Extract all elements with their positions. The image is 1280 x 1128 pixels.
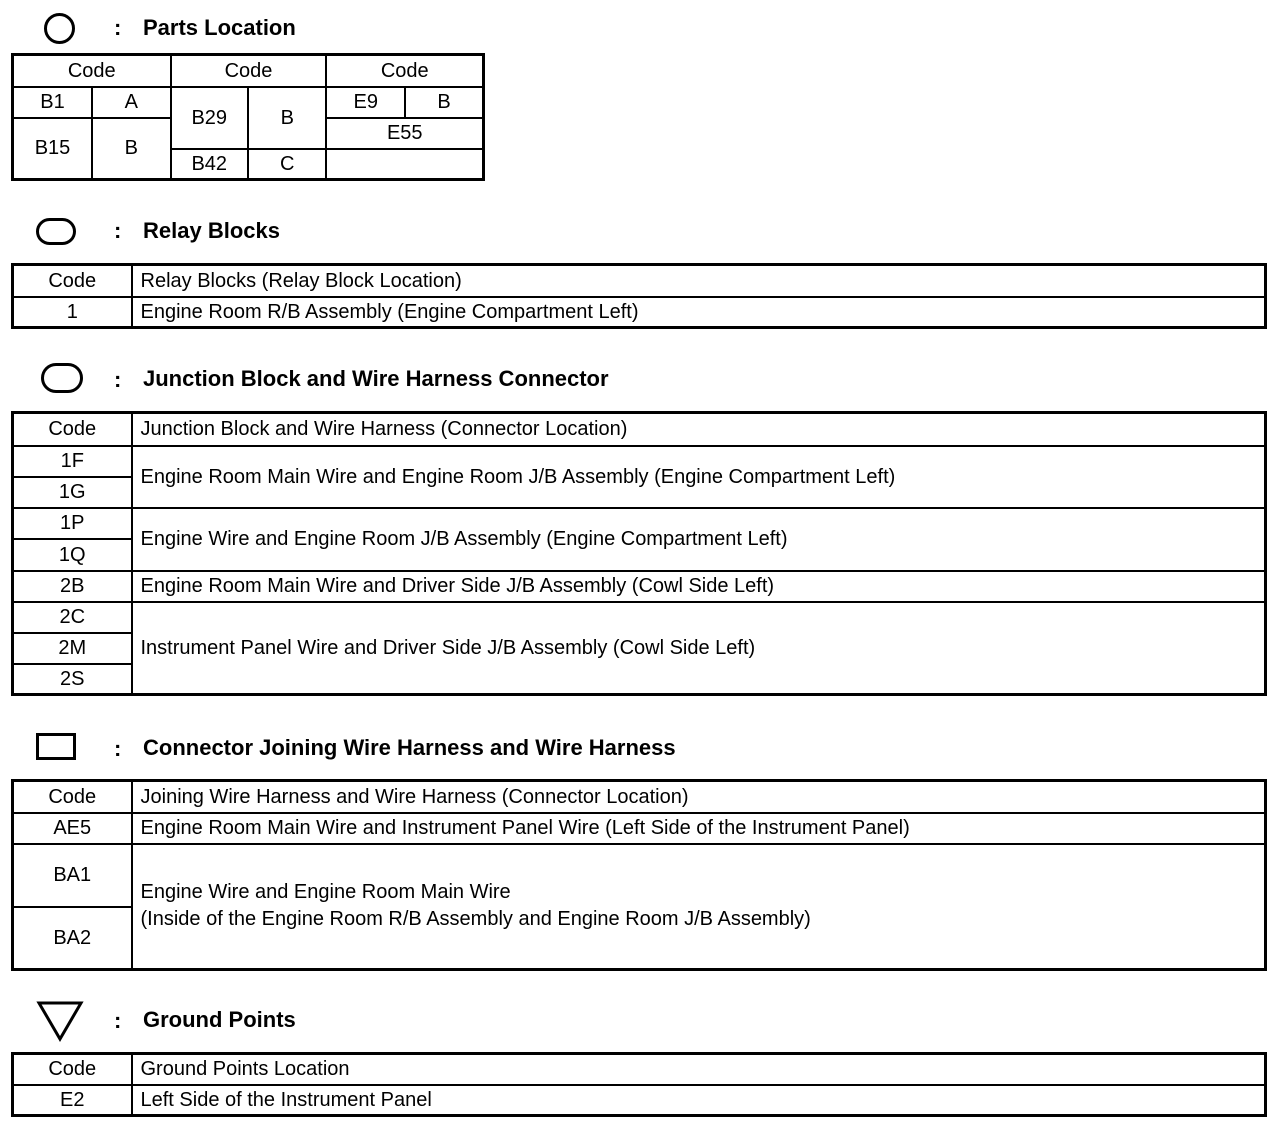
parts-conn-b29: B [248,87,327,149]
parts-code-e9: E9 [326,87,405,118]
junction-desc-2b: Engine Room Main Wire and Driver Side J/B Assembly (Cowl Side Left) [132,571,1266,602]
joining-header-desc: Joining Wire Harness and Wire Harness (Connector Location) [132,781,1266,813]
ground-points-header [0,998,900,1038]
joining-desc-ae5: Engine Room Main Wire and Instrument Panel Wire (Left Side of the Instrument Panel) [132,813,1266,844]
joining-connector-table [11,779,1267,971]
ground-header-code: Code [13,1054,132,1085]
joining-connector-colon: : [114,736,122,761]
junction-code-1q: 1Q [13,539,132,571]
joining-desc-ba1-ba2 [132,844,1266,970]
relay-row-desc: Engine Room R/B Assembly (Engine Compartment Left) [132,297,1266,328]
joining-code-ba1: BA1 [13,844,132,907]
joining-connector-header [0,727,900,767]
junction-code-2s: 2S [13,664,132,695]
parts-header-code-1: Code [13,55,171,87]
junction-block-header [0,358,900,398]
relay-blocks-colon: : [114,218,122,243]
parts-code-b15: B15 [13,118,93,180]
parts-code-b29: B29 [171,87,248,149]
relay-blocks-table [11,263,1267,329]
ground-points-title: Ground Points [143,1007,296,1032]
parts-empty-cell [326,149,483,180]
ground-points-colon: : [114,1008,122,1033]
junction-code-2c: 2C [13,602,132,633]
ground-header-desc: Ground Points Location [132,1054,1266,1085]
ground-points-table [11,1052,1267,1117]
parts-conn-b1: A [92,87,171,118]
parts-header-code-3: Code [326,55,483,87]
junction-code-1p: 1P [13,508,132,539]
circle-icon [44,13,75,44]
parts-conn-b15: B [92,118,171,180]
junction-header-code: Code [13,413,132,446]
parts-code-b1: B1 [13,87,93,118]
relay-blocks-header [0,211,900,251]
junction-block-colon: : [114,367,122,392]
joining-code-ae5: AE5 [13,813,132,844]
relay-header-code: Code [13,265,132,297]
square-icon [36,733,76,760]
parts-code-b42: B42 [171,149,248,180]
parts-location-table [11,53,485,181]
rounded-rect-icon [36,218,76,245]
parts-location-header [0,8,900,48]
joining-code-ba2: BA2 [13,907,132,970]
junction-code-2m: 2M [13,633,132,664]
joining-desc-line-2: (Inside of the Engine Room R/B Assembly and Engine Room J/B Assembly) [140,908,811,931]
ground-desc-e2: Left Side of the Instrument Panel [132,1085,1266,1116]
joining-desc-line-1: Engine Wire and Engine Room Main Wire [140,881,511,904]
junction-code-1g: 1G [13,477,132,508]
relay-header-desc: Relay Blocks (Relay Block Location) [132,265,1266,297]
parts-conn-e9: B [405,87,484,118]
junction-desc-1f-1g: Engine Room Main Wire and Engine Room J/B Assembly (Engine Compartment Left) [132,446,1266,508]
junction-desc-1p-1q: Engine Wire and Engine Room J/B Assembly (Engine Compartment Left) [132,508,1266,571]
joining-connector-title: Connector Joining Wire Harness and Wire Harness [143,735,676,760]
junction-block-table [11,411,1267,696]
parts-conn-b42: C [248,149,327,180]
rounded-rect-icon [41,363,83,393]
junction-desc-2c-2m-2s: Instrument Panel Wire and Driver Side J/B Assembly (Cowl Side Left) [132,602,1266,695]
joining-header-code: Code [13,781,132,813]
junction-code-1f: 1F [13,446,132,477]
parts-code-e55: E55 [326,118,483,149]
junction-block-title: Junction Block and Wire Harness Connector [143,366,609,391]
relay-blocks-title: Relay Blocks [143,218,280,243]
junction-code-2b: 2B [13,571,132,602]
ground-code-e2: E2 [13,1085,132,1116]
parts-header-code-2: Code [171,55,327,87]
parts-location-title: Parts Location [143,15,296,40]
relay-row-code: 1 [13,297,132,328]
parts-location-colon: : [114,15,122,40]
triangle-down-icon [36,1000,84,1042]
junction-header-desc: Junction Block and Wire Harness (Connector Location) [132,413,1266,446]
